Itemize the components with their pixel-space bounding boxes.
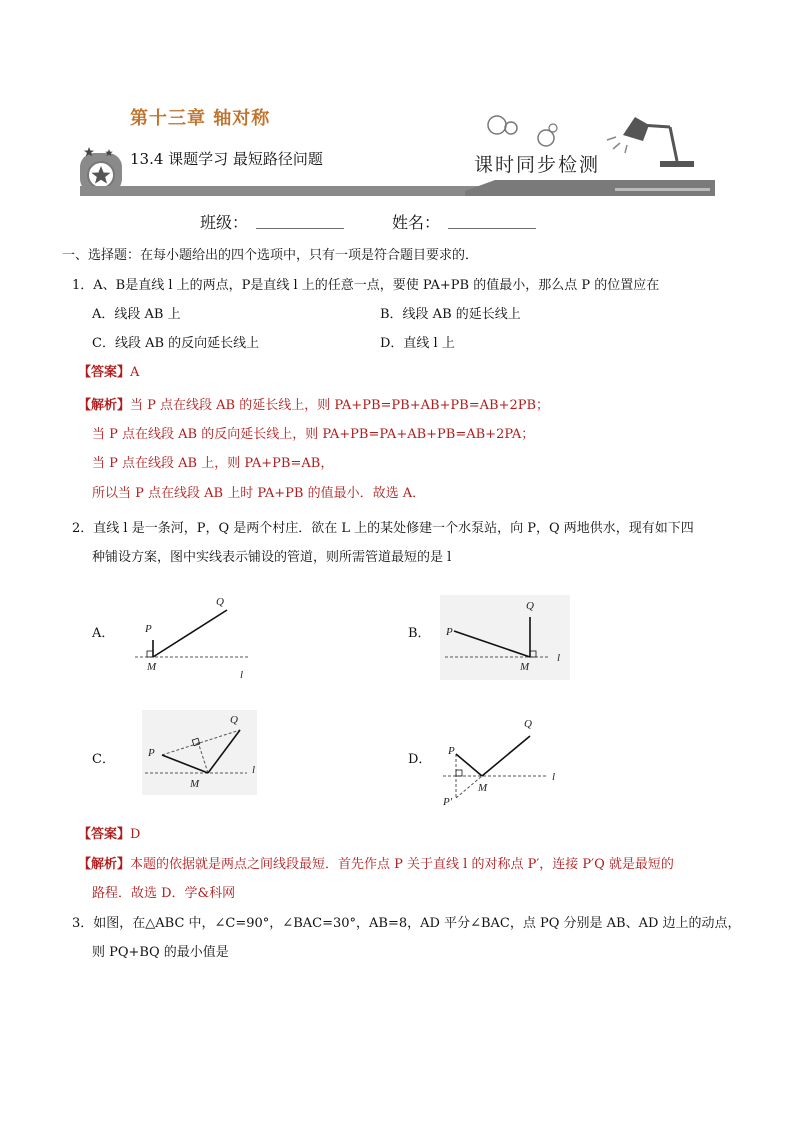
q1-answer [78, 363, 139, 383]
label-p: P [145, 623, 152, 635]
label-p-prime: P' [443, 796, 453, 808]
q2-figure-c [142, 710, 267, 795]
label-q: Q [524, 718, 532, 730]
pipe-mq [482, 736, 530, 776]
q1-option-b: B．线段 AB 的延长线上 [380, 307, 521, 322]
q1-analysis-4: 所以当 P 点在线段 AB 上时 PA+PB 的值最小．故选 A． [92, 486, 426, 501]
q2-figure-a [130, 590, 260, 685]
label-l: l [552, 771, 556, 783]
analysis-tag: 【解析】 [78, 398, 131, 413]
label-q: Q [526, 600, 534, 612]
bubble [549, 124, 557, 132]
bubble [538, 130, 554, 146]
label-m: M [190, 778, 200, 790]
desk-lamp-icon [607, 117, 694, 167]
class-label: 班级： [200, 213, 249, 232]
q1-option-c: C．线段 AB 的反向延长线上 [92, 336, 260, 351]
label-l: l [240, 669, 244, 681]
q2-figure-b [440, 595, 570, 680]
analysis-tag: 【解析】 [78, 857, 131, 872]
q1-option-d: D．直线 l 上 [380, 336, 455, 351]
answer-tag: 【答案】 [78, 365, 131, 380]
q3-stem-1: 3．如图，在△ABC 中，∠C=90°，∠BAC=30°，AB=8，AD 平分∠BAC，点 PQ 分别是 AB、AD 边上的动点， [72, 916, 741, 931]
bubble [505, 122, 517, 134]
q2-label-a: A． [92, 626, 115, 641]
analysis-text: 当 P 点在线段 AB 的延长线上，则 PA+PB=PB+AB+PB=AB+2PB； [130, 398, 550, 413]
right-angle-mark [456, 770, 462, 776]
label-l: l [557, 652, 561, 664]
class-field[interactable]: ___________ [256, 210, 344, 229]
answer-value: D [130, 827, 141, 842]
q2-answer [78, 825, 140, 845]
q2-figure-d [438, 712, 568, 810]
chapter-title: 第十三章 轴对称 [130, 108, 271, 129]
q2-label-c: C． [92, 752, 115, 767]
q2-label-d: D． [408, 752, 432, 767]
q1-analysis-1 [78, 396, 549, 416]
analysis-text: 本题的依据就是两点之间线段最短．首先作点 P 关于直线 l 的对称点 P′，连接 P′Q 就是最短的 [130, 857, 674, 872]
label-p: P [446, 626, 453, 638]
q1-option-a: A．线段 AB 上 [92, 307, 181, 322]
label-l: l [252, 764, 256, 776]
q2-stem-2: 种铺设方案，图中实线表示铺设的管道，则所需管道最短的是 l [92, 550, 452, 565]
label-p: P [148, 747, 155, 759]
q2-analysis-2: 路程．故选 D．学&科网 [92, 886, 236, 901]
label-q: Q [230, 714, 238, 726]
label-p: P [448, 745, 455, 757]
answer-tag: 【答案】 [78, 827, 131, 842]
name-label: 姓名： [392, 213, 441, 232]
q2-analysis-1 [78, 855, 674, 875]
q3-stem-2: 则 PQ+BQ 的最小值是 [92, 945, 229, 960]
name-field[interactable]: ___________ [448, 210, 536, 229]
banner-title: 课时同步检测 [474, 154, 601, 176]
q1-analysis-3: 当 P 点在线段 AB 上，则 PA+PB=AB， [92, 456, 334, 471]
pipe-mq [153, 610, 227, 657]
label-q: Q [216, 596, 224, 608]
q1-stem: 1．A、B是直线 l 上的两点，P是直线 l 上的任意一点，要使 PA+PB 的值最小，那么点 P 的位置应在 [72, 278, 660, 293]
label-m: M [520, 661, 530, 673]
label-m: M [478, 782, 488, 794]
right-angle-mark [147, 651, 153, 657]
section-title: 13.4 课题学习 最短路径问题 [130, 150, 323, 168]
q2-label-b: B． [408, 626, 431, 641]
banner-dashes [615, 188, 710, 191]
label-m: M [147, 661, 157, 673]
q2-stem-1: 2．直线 l 是一条河，P，Q 是两个村庄．欲在 L 上的某处修建一个水泵站，向 P，Q 两地供水，现有如下四 [72, 521, 694, 536]
q1-analysis-2: 当 P 点在线段 AB 的反向延长线上，则 PA+PB=PA+AB+PB=AB+2PA； [92, 427, 535, 442]
pipe-pm [456, 754, 482, 776]
answer-value: A [130, 365, 140, 380]
instructions: 一、选择题：在每小题给出的四个选项中，只有一项是符合题目要求的． [62, 248, 479, 263]
bubble [488, 116, 506, 134]
